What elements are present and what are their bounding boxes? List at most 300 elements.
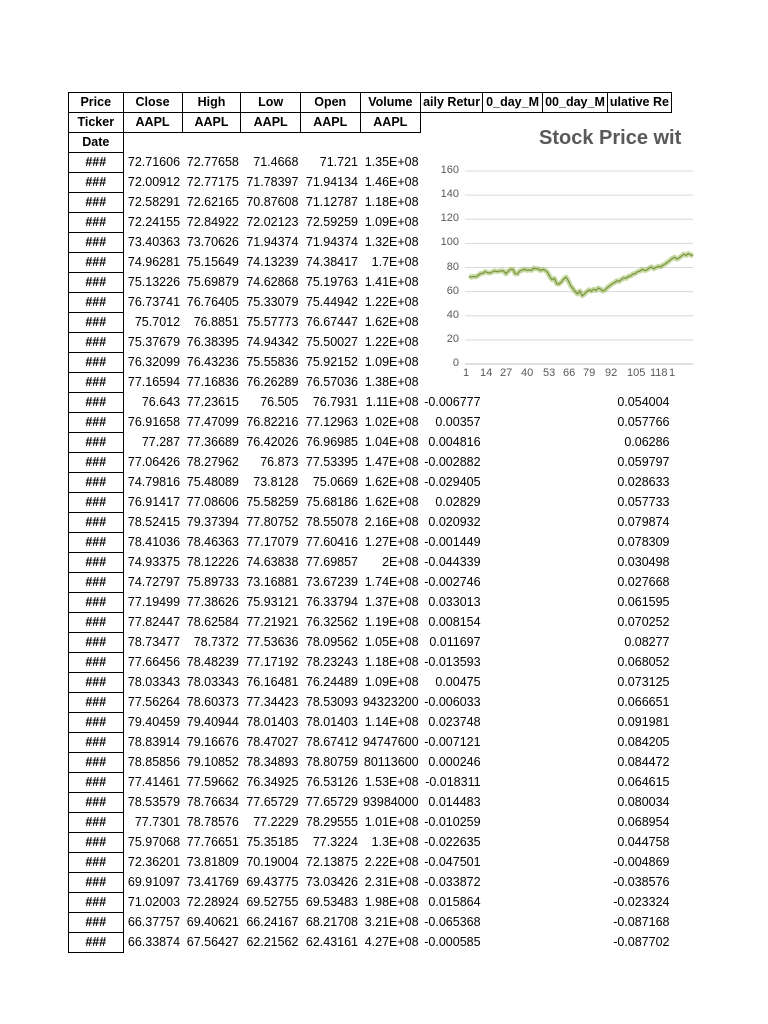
value-cell[interactable]: 77.59662 <box>186 775 239 789</box>
value-cell[interactable]: 71.94134 <box>305 175 359 189</box>
value-cell[interactable]: 76.57036 <box>305 375 359 389</box>
value-cell[interactable]: 76.76405 <box>186 295 239 309</box>
daily-return-cell[interactable]: 0.014483 <box>428 795 481 809</box>
value-cell[interactable]: 1.3E+08 <box>371 835 419 849</box>
value-cell[interactable]: 77.21921 <box>246 615 299 629</box>
empty-cell[interactable] <box>483 733 543 753</box>
value-cell[interactable]: 78.80759 <box>305 755 359 769</box>
value-cell[interactable]: 1.62E+08 <box>364 315 419 329</box>
value-cell[interactable]: 78.29555 <box>305 815 359 829</box>
date-index-cell[interactable]: ### <box>69 533 124 553</box>
date-index-cell[interactable]: ### <box>69 433 124 453</box>
empty-cell[interactable] <box>543 613 608 633</box>
daily-return-cell[interactable]: 0.000246 <box>428 755 481 769</box>
value-cell[interactable]: 3.21E+08 <box>364 915 419 929</box>
empty-cell[interactable] <box>543 633 608 653</box>
value-cell[interactable]: 72.02123 <box>246 215 299 229</box>
value-cell[interactable]: 1.53E+08 <box>364 775 419 789</box>
value-cell[interactable]: 78.7372 <box>193 635 239 649</box>
date-index-cell[interactable]: ### <box>69 393 124 413</box>
value-cell[interactable]: 78.73477 <box>127 635 181 649</box>
ticker-cell[interactable]: AAPL <box>360 113 421 133</box>
daily-return-cell[interactable]: 0.015864 <box>428 895 481 909</box>
column-header[interactable]: Price <box>69 93 124 113</box>
date-index-cell[interactable]: ### <box>69 773 124 793</box>
value-cell[interactable]: 77.65729 <box>305 795 359 809</box>
value-cell[interactable]: 72.28924 <box>186 895 239 909</box>
value-cell[interactable]: 69.43775 <box>246 875 299 889</box>
empty-cell[interactable] <box>483 753 543 773</box>
empty-cell[interactable] <box>483 453 543 473</box>
value-cell[interactable]: 76.38395 <box>186 335 239 349</box>
column-header[interactable]: 00_day_M <box>543 93 608 113</box>
value-cell[interactable]: 76.873 <box>260 455 299 469</box>
value-cell[interactable]: 77.08606 <box>186 495 239 509</box>
value-cell[interactable]: 2.22E+08 <box>364 855 419 869</box>
empty-cell[interactable] <box>483 513 543 533</box>
empty-cell[interactable] <box>543 793 608 813</box>
cumulative-return-cell[interactable]: 0.057766 <box>617 415 670 429</box>
value-cell[interactable]: 75.0669 <box>312 475 359 489</box>
empty-cell[interactable] <box>483 573 543 593</box>
value-cell[interactable]: 94747600 <box>362 735 419 749</box>
empty-cell[interactable] <box>483 853 543 873</box>
value-cell[interactable]: 70.19004 <box>246 855 299 869</box>
value-cell[interactable]: 76.82216 <box>246 415 299 429</box>
value-cell[interactable]: 1.41E+08 <box>364 275 419 289</box>
empty-cell[interactable] <box>483 693 543 713</box>
value-cell[interactable]: 4.27E+08 <box>364 935 419 949</box>
value-cell[interactable]: 75.89733 <box>186 575 239 589</box>
empty-cell[interactable] <box>483 473 543 493</box>
value-cell[interactable]: 72.24155 <box>127 215 181 229</box>
value-cell[interactable]: 71.94374 <box>246 235 299 249</box>
value-cell[interactable]: 1.18E+08 <box>364 655 419 669</box>
value-cell[interactable]: 73.03426 <box>305 875 359 889</box>
daily-return-cell[interactable]: -0.033872 <box>424 875 481 889</box>
empty-cell[interactable] <box>483 393 543 413</box>
value-cell[interactable]: 77.16836 <box>186 375 239 389</box>
value-cell[interactable]: 77.12963 <box>305 415 359 429</box>
value-cell[interactable]: 1.02E+08 <box>364 415 419 429</box>
value-cell[interactable]: 78.67412 <box>305 735 359 749</box>
empty-cell[interactable] <box>300 133 360 153</box>
empty-cell[interactable] <box>483 833 543 853</box>
daily-return-cell[interactable]: 0.020932 <box>428 515 481 529</box>
date-index-cell[interactable]: ### <box>69 493 124 513</box>
value-cell[interactable]: 1.74E+08 <box>364 575 419 589</box>
value-cell[interactable]: 78.85856 <box>127 755 181 769</box>
empty-cell[interactable] <box>543 513 608 533</box>
date-index-cell[interactable]: ### <box>69 173 124 193</box>
date-index-cell[interactable]: ### <box>69 333 124 353</box>
value-cell[interactable]: 78.52415 <box>127 515 181 529</box>
value-cell[interactable]: 80113600 <box>363 755 419 769</box>
date-index-cell[interactable]: ### <box>69 633 124 653</box>
value-cell[interactable]: 74.62868 <box>246 275 299 289</box>
value-cell[interactable]: 73.8128 <box>253 475 299 489</box>
value-cell[interactable]: 74.94342 <box>246 335 299 349</box>
value-cell[interactable]: 69.53483 <box>305 895 359 909</box>
value-cell[interactable]: 78.34893 <box>246 755 299 769</box>
value-cell[interactable]: 72.71606 <box>127 155 181 169</box>
value-cell[interactable]: 78.27962 <box>186 455 239 469</box>
daily-return-cell[interactable]: -0.010259 <box>424 815 481 829</box>
date-index-cell[interactable]: ### <box>69 873 124 893</box>
cumulative-return-cell[interactable]: 0.028633 <box>617 475 670 489</box>
value-cell[interactable]: 76.42026 <box>246 435 299 449</box>
cumulative-return-cell[interactable]: 0.084472 <box>617 755 670 769</box>
value-cell[interactable]: 77.76651 <box>186 835 239 849</box>
column-header[interactable]: Low <box>241 93 301 113</box>
value-cell[interactable]: 93984000 <box>362 795 419 809</box>
value-cell[interactable]: 1.22E+08 <box>364 295 419 309</box>
value-cell[interactable]: 73.67239 <box>305 575 359 589</box>
empty-cell[interactable] <box>543 673 608 693</box>
value-cell[interactable]: 78.60373 <box>186 695 239 709</box>
value-cell[interactable]: 74.79816 <box>127 475 181 489</box>
value-cell[interactable]: 78.03343 <box>127 675 181 689</box>
daily-return-cell[interactable]: -0.013593 <box>424 655 481 669</box>
value-cell[interactable]: 78.55078 <box>305 515 359 529</box>
value-cell[interactable]: 72.62165 <box>186 195 239 209</box>
value-cell[interactable]: 73.16881 <box>246 575 299 589</box>
empty-cell[interactable] <box>483 653 543 673</box>
value-cell[interactable]: 76.91417 <box>127 495 181 509</box>
value-cell[interactable]: 70.87608 <box>246 195 299 209</box>
daily-return-cell[interactable]: -0.000585 <box>424 935 481 949</box>
value-cell[interactable]: 76.24489 <box>305 675 359 689</box>
value-cell[interactable]: 74.63838 <box>246 555 299 569</box>
value-cell[interactable]: 73.40363 <box>127 235 181 249</box>
value-cell[interactable]: 78.53093 <box>305 695 359 709</box>
value-cell[interactable]: 66.24167 <box>246 915 299 929</box>
date-index-cell[interactable]: ### <box>69 253 124 273</box>
date-index-cell[interactable]: ### <box>69 453 124 473</box>
date-index-cell[interactable]: ### <box>69 653 124 673</box>
value-cell[interactable]: 77.38626 <box>186 595 239 609</box>
empty-cell[interactable] <box>483 873 543 893</box>
value-cell[interactable]: 69.91097 <box>127 875 181 889</box>
value-cell[interactable]: 73.70626 <box>186 235 239 249</box>
value-cell[interactable]: 74.13239 <box>246 255 299 269</box>
date-index-cell[interactable]: ### <box>69 553 124 573</box>
cumulative-return-cell[interactable]: 0.079874 <box>617 515 670 529</box>
empty-cell[interactable] <box>182 133 241 153</box>
value-cell[interactable]: 78.62584 <box>186 615 239 629</box>
value-cell[interactable]: 69.40621 <box>186 915 239 929</box>
empty-cell[interactable] <box>543 753 608 773</box>
value-cell[interactable]: 78.47027 <box>246 735 299 749</box>
date-index-cell[interactable]: ### <box>69 753 124 773</box>
value-cell[interactable]: 76.96985 <box>305 435 359 449</box>
empty-cell[interactable] <box>123 133 182 153</box>
date-index-cell[interactable]: ### <box>69 713 124 733</box>
date-index-cell[interactable]: ### <box>69 893 124 913</box>
daily-return-cell[interactable]: 0.00357 <box>435 415 481 429</box>
value-cell[interactable]: 73.81809 <box>186 855 239 869</box>
value-cell[interactable]: 76.26289 <box>246 375 299 389</box>
value-cell[interactable]: 1.38E+08 <box>364 375 419 389</box>
value-cell[interactable]: 75.13226 <box>127 275 181 289</box>
cumulative-return-cell[interactable]: 0.068052 <box>617 655 670 669</box>
value-cell[interactable]: 76.643 <box>141 395 181 409</box>
cumulative-return-cell[interactable]: -0.023324 <box>613 895 670 909</box>
value-cell[interactable]: 94323200 <box>362 695 419 709</box>
empty-cell[interactable] <box>543 573 608 593</box>
daily-return-cell[interactable]: 0.033013 <box>428 595 481 609</box>
value-cell[interactable]: 76.33794 <box>305 595 359 609</box>
daily-return-cell[interactable]: -0.002746 <box>424 575 481 589</box>
value-cell[interactable]: 66.33874 <box>127 935 181 949</box>
cumulative-return-cell[interactable]: 0.044758 <box>617 835 670 849</box>
empty-cell[interactable] <box>483 893 543 913</box>
value-cell[interactable]: 74.38417 <box>305 255 359 269</box>
value-cell[interactable]: 77.2229 <box>253 815 299 829</box>
value-cell[interactable]: 77.80752 <box>246 515 299 529</box>
value-cell[interactable]: 72.58291 <box>127 195 181 209</box>
empty-cell[interactable] <box>543 913 608 933</box>
column-header[interactable]: High <box>182 93 241 113</box>
daily-return-cell[interactable]: -0.029405 <box>424 475 481 489</box>
value-cell[interactable]: 1.35E+08 <box>364 155 419 169</box>
value-cell[interactable]: 76.34925 <box>246 775 299 789</box>
value-cell[interactable]: 1.11E+08 <box>365 395 419 409</box>
value-cell[interactable]: 77.16594 <box>127 375 181 389</box>
cumulative-return-cell[interactable]: 0.073125 <box>617 675 670 689</box>
value-cell[interactable]: 69.52755 <box>246 895 299 909</box>
value-cell[interactable]: 77.65729 <box>246 795 299 809</box>
empty-cell[interactable] <box>543 493 608 513</box>
value-cell[interactable]: 78.48239 <box>186 655 239 669</box>
date-index-cell[interactable]: ### <box>69 853 124 873</box>
value-cell[interactable]: 75.15649 <box>186 255 239 269</box>
daily-return-cell[interactable]: 0.008154 <box>428 615 481 629</box>
cumulative-return-cell[interactable]: 0.070252 <box>617 615 670 629</box>
date-label-cell[interactable]: Date <box>69 133 124 153</box>
cumulative-return-cell[interactable]: 0.059797 <box>617 455 670 469</box>
empty-cell[interactable] <box>543 833 608 853</box>
cumulative-return-cell[interactable]: 0.057733 <box>617 495 670 509</box>
value-cell[interactable]: 1.04E+08 <box>364 435 419 449</box>
value-cell[interactable]: 77.53636 <box>246 635 299 649</box>
value-cell[interactable]: 72.00912 <box>127 175 181 189</box>
value-cell[interactable]: 1.62E+08 <box>364 495 419 509</box>
cumulative-return-cell[interactable]: 0.064615 <box>617 775 670 789</box>
empty-cell[interactable] <box>543 393 608 413</box>
column-header[interactable]: Volume <box>360 93 421 113</box>
empty-cell[interactable] <box>483 593 543 613</box>
value-cell[interactable]: 72.77175 <box>186 175 239 189</box>
value-cell[interactable]: 76.505 <box>260 395 299 409</box>
date-index-cell[interactable]: ### <box>69 233 124 253</box>
value-cell[interactable]: 77.69857 <box>305 555 359 569</box>
value-cell[interactable]: 2E+08 <box>382 555 419 569</box>
daily-return-cell[interactable]: -0.065368 <box>424 915 481 929</box>
value-cell[interactable]: 1.01E+08 <box>364 815 419 829</box>
value-cell[interactable]: 1.98E+08 <box>364 895 419 909</box>
date-index-cell[interactable]: ### <box>69 573 124 593</box>
value-cell[interactable]: 74.93375 <box>127 555 181 569</box>
value-cell[interactable]: 72.59259 <box>305 215 359 229</box>
value-cell[interactable]: 1.46E+08 <box>364 175 419 189</box>
daily-return-cell[interactable]: -0.007121 <box>424 735 481 749</box>
empty-cell[interactable] <box>543 653 608 673</box>
value-cell[interactable]: 75.55836 <box>246 355 299 369</box>
date-index-cell[interactable]: ### <box>69 793 124 813</box>
cumulative-return-cell[interactable]: 0.030498 <box>617 555 670 569</box>
cumulative-return-cell[interactable]: 0.080034 <box>617 795 670 809</box>
value-cell[interactable]: 77.82447 <box>127 615 181 629</box>
date-index-cell[interactable]: ### <box>69 613 124 633</box>
value-cell[interactable]: 78.76634 <box>186 795 239 809</box>
empty-cell[interactable] <box>483 433 543 453</box>
daily-return-cell[interactable]: 0.02829 <box>435 495 481 509</box>
value-cell[interactable]: 77.287 <box>141 435 181 449</box>
cumulative-return-cell[interactable]: 0.078309 <box>617 535 670 549</box>
empty-cell[interactable] <box>483 673 543 693</box>
value-cell[interactable]: 79.40944 <box>186 715 239 729</box>
value-cell[interactable]: 79.10852 <box>186 755 239 769</box>
date-index-cell[interactable]: ### <box>69 413 124 433</box>
value-cell[interactable]: 2.16E+08 <box>364 515 419 529</box>
cumulative-return-cell[interactable]: 0.084205 <box>617 735 670 749</box>
value-cell[interactable]: 71.78397 <box>246 175 299 189</box>
empty-cell[interactable] <box>543 813 608 833</box>
value-cell[interactable]: 1.18E+08 <box>364 195 419 209</box>
value-cell[interactable]: 77.41461 <box>127 775 181 789</box>
value-cell[interactable]: 75.48089 <box>186 475 239 489</box>
empty-cell[interactable] <box>483 553 543 573</box>
value-cell[interactable]: 67.56427 <box>186 935 239 949</box>
empty-cell[interactable] <box>483 613 543 633</box>
cumulative-return-cell[interactable]: -0.087702 <box>613 935 670 949</box>
column-header[interactable]: aily Retur <box>421 93 483 113</box>
date-index-cell[interactable]: ### <box>69 293 124 313</box>
date-index-cell[interactable]: ### <box>69 913 124 933</box>
empty-cell[interactable] <box>543 853 608 873</box>
value-cell[interactable]: 78.41036 <box>127 535 181 549</box>
value-cell[interactable]: 75.57773 <box>246 315 299 329</box>
empty-cell[interactable] <box>543 773 608 793</box>
value-cell[interactable]: 78.01403 <box>246 715 299 729</box>
value-cell[interactable]: 1.32E+08 <box>364 235 419 249</box>
value-cell[interactable]: 74.72797 <box>127 575 181 589</box>
empty-cell[interactable] <box>543 413 608 433</box>
value-cell[interactable]: 71.721 <box>319 155 359 169</box>
empty-cell[interactable] <box>543 533 608 553</box>
value-cell[interactable]: 75.58259 <box>246 495 299 509</box>
value-cell[interactable]: 76.7931 <box>312 395 359 409</box>
value-cell[interactable]: 77.36689 <box>186 435 239 449</box>
ticker-cell[interactable]: Ticker <box>69 113 124 133</box>
empty-cell[interactable] <box>360 133 421 153</box>
empty-cell[interactable] <box>543 693 608 713</box>
daily-return-cell[interactable]: -0.044339 <box>424 555 481 569</box>
value-cell[interactable]: 79.40459 <box>127 715 181 729</box>
value-cell[interactable]: 75.7012 <box>134 315 181 329</box>
value-cell[interactable]: 74.96281 <box>127 255 181 269</box>
value-cell[interactable]: 75.37679 <box>127 335 181 349</box>
value-cell[interactable]: 75.19763 <box>305 275 359 289</box>
value-cell[interactable]: 76.32099 <box>127 355 181 369</box>
value-cell[interactable]: 77.34423 <box>246 695 299 709</box>
value-cell[interactable]: 1.22E+08 <box>364 335 419 349</box>
value-cell[interactable]: 78.46363 <box>186 535 239 549</box>
value-cell[interactable]: 77.47099 <box>186 415 239 429</box>
value-cell[interactable]: 75.44942 <box>305 295 359 309</box>
date-index-cell[interactable]: ### <box>69 373 124 393</box>
value-cell[interactable]: 77.17079 <box>246 535 299 549</box>
value-cell[interactable]: 75.33079 <box>246 295 299 309</box>
ticker-cell[interactable]: AAPL <box>241 113 301 133</box>
value-cell[interactable]: 72.13875 <box>305 855 359 869</box>
ticker-cell[interactable]: AAPL <box>123 113 182 133</box>
empty-cell[interactable] <box>483 933 543 953</box>
value-cell[interactable]: 75.92152 <box>305 355 359 369</box>
value-cell[interactable]: 75.35185 <box>246 835 299 849</box>
cumulative-return-cell[interactable]: -0.087168 <box>613 915 670 929</box>
column-header[interactable]: ulative Re <box>607 93 671 113</box>
value-cell[interactable]: 75.69879 <box>186 275 239 289</box>
value-cell[interactable]: 77.53395 <box>305 455 359 469</box>
date-index-cell[interactable]: ### <box>69 313 124 333</box>
value-cell[interactable]: 1.62E+08 <box>364 475 419 489</box>
empty-cell[interactable] <box>543 553 608 573</box>
empty-cell[interactable] <box>543 893 608 913</box>
cumulative-return-cell[interactable]: 0.054004 <box>617 395 670 409</box>
empty-cell[interactable] <box>241 133 301 153</box>
value-cell[interactable]: 78.01403 <box>305 715 359 729</box>
date-index-cell[interactable]: ### <box>69 673 124 693</box>
value-cell[interactable]: 77.06426 <box>127 455 181 469</box>
empty-cell[interactable] <box>483 913 543 933</box>
value-cell[interactable]: 72.77658 <box>186 155 239 169</box>
empty-cell[interactable] <box>543 453 608 473</box>
value-cell[interactable]: 77.66456 <box>127 655 181 669</box>
value-cell[interactable]: 75.93121 <box>246 595 299 609</box>
value-cell[interactable]: 77.60416 <box>305 535 359 549</box>
empty-cell[interactable] <box>483 533 543 553</box>
column-header[interactable]: 0_day_M <box>483 93 543 113</box>
value-cell[interactable]: 78.53579 <box>127 795 181 809</box>
date-index-cell[interactable]: ### <box>69 833 124 853</box>
date-index-cell[interactable]: ### <box>69 213 124 233</box>
value-cell[interactable]: 71.12787 <box>305 195 359 209</box>
daily-return-cell[interactable]: -0.022635 <box>424 835 481 849</box>
empty-cell[interactable] <box>483 793 543 813</box>
cumulative-return-cell[interactable]: -0.038576 <box>613 875 670 889</box>
daily-return-cell[interactable]: 0.00475 <box>435 675 481 689</box>
empty-cell[interactable] <box>483 633 543 653</box>
value-cell[interactable]: 1.27E+08 <box>364 535 419 549</box>
daily-return-cell[interactable]: -0.018311 <box>425 775 481 789</box>
column-header[interactable]: Close <box>123 93 182 113</box>
value-cell[interactable]: 77.17192 <box>246 655 299 669</box>
value-cell[interactable]: 76.43236 <box>186 355 239 369</box>
value-cell[interactable]: 77.7301 <box>134 815 181 829</box>
value-cell[interactable]: 73.41769 <box>186 875 239 889</box>
daily-return-cell[interactable]: -0.006033 <box>424 695 481 709</box>
cumulative-return-cell[interactable]: 0.091981 <box>617 715 670 729</box>
value-cell[interactable]: 71.02003 <box>127 895 181 909</box>
daily-return-cell[interactable]: 0.023748 <box>428 715 481 729</box>
value-cell[interactable]: 1.09E+08 <box>364 215 419 229</box>
value-cell[interactable]: 78.09562 <box>305 635 359 649</box>
value-cell[interactable]: 71.94374 <box>305 235 359 249</box>
value-cell[interactable]: 78.12226 <box>186 555 239 569</box>
value-cell[interactable]: 1.09E+08 <box>364 675 419 689</box>
